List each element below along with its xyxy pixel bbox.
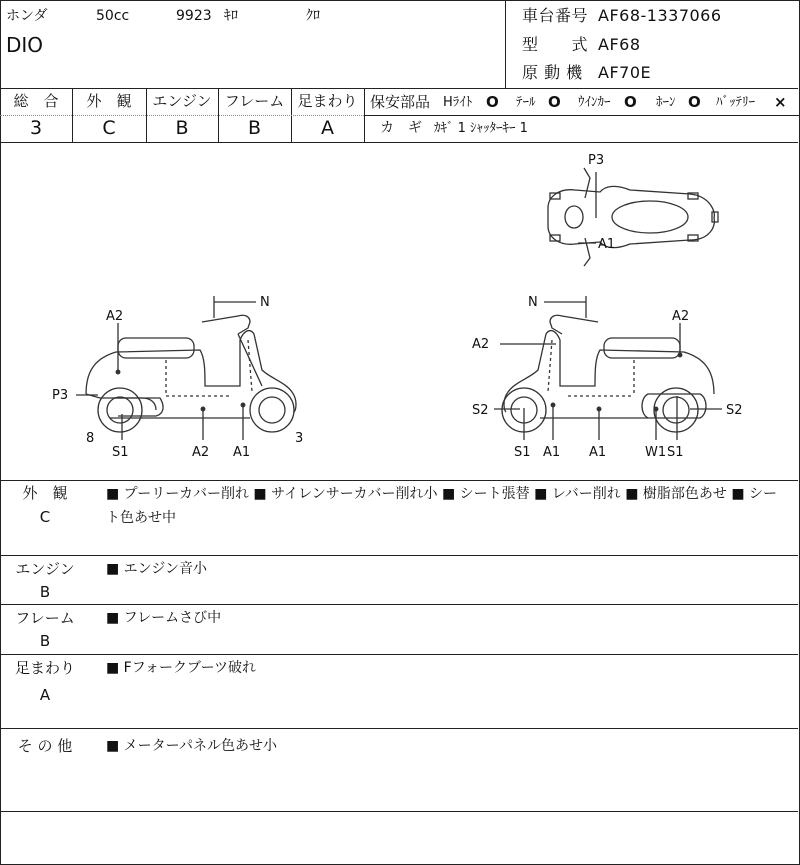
section-notes-engine: ■ エンジン音小 (106, 561, 207, 577)
safety-item-headlight: Hﾗｲﾄ (443, 95, 473, 110)
grade-value-exterior: C (102, 117, 116, 139)
right-label-a1-a: A1 (543, 445, 561, 460)
safety-mark-horn: O (688, 93, 701, 111)
grade-label-engine: エンジン (152, 92, 212, 110)
left-label-a2-bottom: A2 (192, 445, 210, 460)
divider (0, 728, 798, 729)
left-label-a1: A1 (233, 445, 251, 460)
section-grade-exterior: C (39, 508, 51, 526)
divider (0, 654, 798, 655)
safety-item-tail: ﾃｰﾙ (516, 95, 536, 110)
grade-label-suspension: 足まわり (297, 92, 358, 110)
left-label-n: N (260, 295, 270, 310)
top-label-a1: A1 (598, 237, 616, 252)
left-label-a2-top: A2 (106, 309, 124, 324)
safety-item-winker: ｳｲﾝｶｰ (578, 95, 611, 110)
engine-label: 原 動 機 (522, 63, 583, 82)
grade-label-frame: フレーム (224, 92, 285, 110)
grade-value-suspension: A (321, 117, 334, 139)
right-label-s2-left: S2 (472, 403, 489, 418)
right-label-s1-right: S1 (667, 445, 684, 460)
color: ｸﾛ (306, 8, 320, 24)
grade-label-overall: 総 合 (13, 92, 59, 110)
section-notes-suspension: ■ Fフォークブーツ破れ (106, 660, 257, 676)
safety-mark-battery: × (774, 93, 787, 111)
engine-value: AF70E (598, 63, 652, 82)
type-value: AF68 (598, 35, 641, 54)
grade-label-exterior: 外 観 (86, 92, 132, 110)
divider (0, 604, 798, 605)
right-label-a1-b: A1 (589, 445, 607, 460)
type-label: 型 式 (522, 35, 589, 54)
grade-value-engine: B (175, 117, 189, 139)
divider (0, 555, 798, 556)
right-label-s1-left: S1 (514, 445, 531, 460)
section-label-other: そ の 他 (17, 737, 73, 755)
right-label-a2-left: A2 (472, 337, 490, 352)
section-grade-engine: B (39, 583, 51, 601)
key-label: カ ギ (380, 120, 422, 136)
right-label-w1: W1 (645, 445, 667, 460)
left-label-8: 8 (86, 431, 95, 446)
displacement: 50cc (96, 8, 130, 24)
top-label-p3: P3 (588, 153, 605, 168)
section-notes-exterior: ■ プーリーカバー削れ ■ サイレンサーカバー削れ小 ■ シート張替 ■ レバー削れ ■ 樹脂部色あせ ■ シート色あせ中 (106, 486, 778, 526)
maker: ホンダ (6, 8, 48, 24)
mileage-unit: ｷﾛ (224, 8, 238, 24)
safety-item-horn: ﾎｰﾝ (656, 95, 676, 110)
section-label-suspension: 足まわり (14, 659, 75, 677)
grade-value-frame: B (247, 117, 262, 139)
left-label-s1: S1 (112, 445, 129, 460)
top-view-scooter (548, 168, 718, 266)
frame-no-label: 車台番号 (522, 6, 589, 25)
frame-no: AF68-1337066 (598, 6, 722, 25)
right-label-s2-right: S2 (726, 403, 743, 418)
section-notes-frame: ■ フレームさび中 (106, 610, 222, 626)
safety-mark-winker: O (624, 93, 637, 111)
safety-item-battery: ﾊﾞｯﾃﾘｰ (716, 95, 755, 110)
section-label-exterior: 外 観 (22, 484, 68, 502)
safety-mark-tail: O (548, 93, 561, 111)
divider (0, 811, 798, 812)
left-label-3: 3 (295, 431, 304, 446)
right-label-a2-seat: A2 (672, 309, 690, 324)
safety-parts-label: 保安部品 (370, 93, 431, 111)
grade-value-overall: 3 (29, 117, 43, 139)
section-grade-suspension: A (39, 686, 51, 704)
key-value: ｶｷﾞ 1 ｼｬｯﾀｰｷｰ 1 (434, 121, 528, 136)
section-label-engine: エンジン (15, 560, 75, 578)
divider (0, 480, 798, 481)
model-name: DIO (6, 33, 44, 57)
right-label-n: N (528, 295, 538, 310)
mileage: 9923 (176, 8, 212, 24)
section-grade-frame: B (39, 632, 51, 650)
section-label-frame: フレーム (15, 609, 75, 627)
safety-mark-headlight: O (486, 93, 499, 111)
section-notes-other: ■ メーターパネル色あせ小 (106, 738, 277, 754)
left-label-p3: P3 (52, 388, 69, 403)
